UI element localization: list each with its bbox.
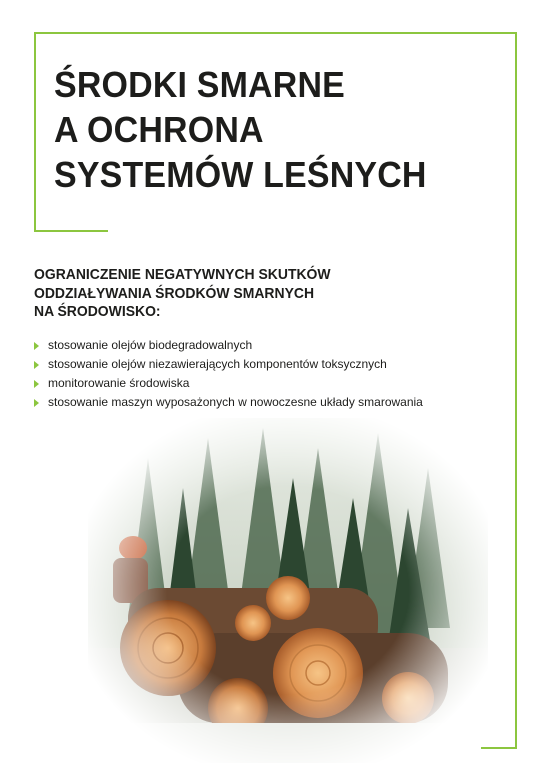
forest-logs-photo bbox=[88, 418, 488, 763]
triangle-bullet-icon bbox=[34, 380, 39, 388]
title-line-2: A OCHRONA bbox=[54, 109, 264, 150]
subtitle-line-3: NA ŚRODOWISKO: bbox=[34, 303, 161, 320]
triangle-bullet-icon bbox=[34, 361, 39, 369]
frame-bottom-short-line bbox=[34, 230, 108, 232]
list-item bbox=[33, 374, 423, 393]
list-item-text: stosowanie olejów biodegradowalnych bbox=[48, 338, 253, 352]
triangle-bullet-icon bbox=[34, 342, 39, 350]
list-item bbox=[33, 355, 423, 374]
triangle-bullet-icon bbox=[34, 399, 39, 407]
frame-top-line bbox=[34, 32, 517, 34]
list-item-text: monitorowanie środowiska bbox=[48, 376, 190, 390]
list-item bbox=[33, 336, 423, 355]
frame-left-line bbox=[34, 32, 36, 232]
subtitle-line-1: OGRANICZENIE NEGATYWNYCH SKUTKÓW bbox=[34, 266, 331, 283]
subtitle-line-2: ODDZIAŁYWANIA ŚRODKÓW SMARNYCH bbox=[34, 284, 315, 302]
section-heading bbox=[34, 266, 353, 322]
title-line-3: SYSTEMÓW LEŚNYCH bbox=[54, 154, 427, 195]
frame-right-line bbox=[515, 32, 517, 749]
list-item-text: stosowanie maszyn wyposażonych w nowoczesne układy smarowania bbox=[48, 395, 423, 409]
list-item bbox=[33, 393, 423, 412]
page-title bbox=[54, 62, 455, 197]
list-item-text: stosowanie olejów niezawierających komponentów toksycznych bbox=[48, 357, 387, 371]
bullet-list bbox=[33, 336, 423, 412]
title-line-1: ŚRODKI SMARNE bbox=[54, 64, 345, 105]
